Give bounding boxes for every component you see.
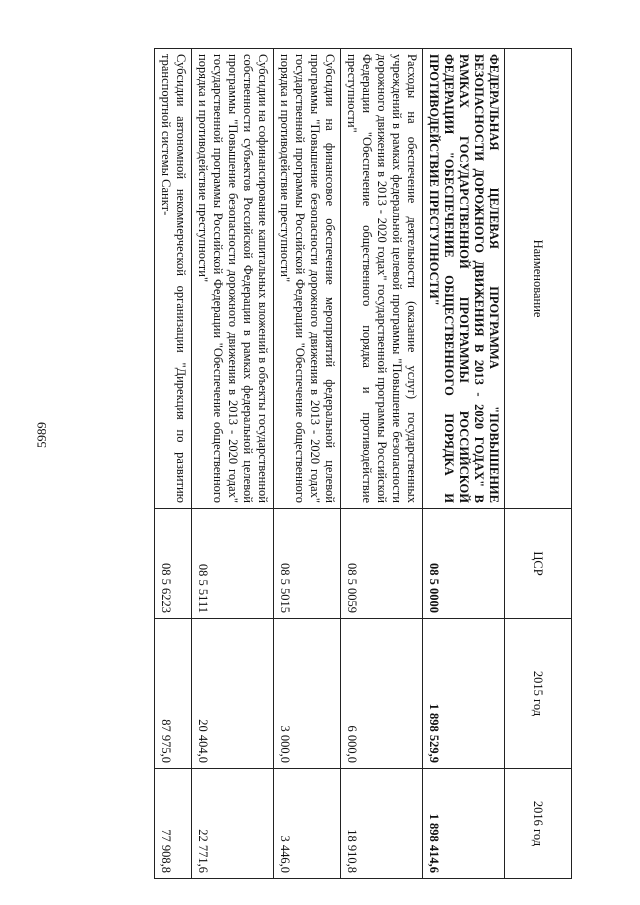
row-code: 08 5 0000 — [423, 509, 505, 619]
row-name: Субсидии на софинансирование капитальных вложений в объекты государственной собственности субъектов Российской Федерации в рамках федеральной целевой программы "Повышение безопасности дорожного движения в 2013 - 2020 годах" государственной программы Российской Федерации "Обеспечение общественного порядка и противодействие преступности" — [192, 49, 274, 509]
table-row — [423, 49, 505, 879]
table-header-row — [505, 49, 572, 879]
header-name: Наименование — [505, 49, 572, 509]
row-value-2016: 3 446,0 — [274, 769, 341, 879]
row-name: Расходы на обеспечение деятельности (оказание услуг) государственных учреждений в рамках федеральной целевой программы "Повышение безопасности дорожного движения в 2013 - 2020 годах" государственной программы Российской Федерации "Обеспечение общественного порядка и противодействие преступности" — [341, 49, 423, 509]
table-row — [155, 49, 192, 879]
row-code: 08 5 6223 — [155, 509, 192, 619]
row-code: 08 5 5015 — [274, 509, 341, 619]
row-code: 08 5 0059 — [341, 509, 423, 619]
row-name: ФЕДЕРАЛЬНАЯ ЦЕЛЕВАЯ ПРОГРАММА "ПОВЫШЕНИЕ БЕЗОПАСНОСТИ ДОРОЖНОГО ДВИЖЕНИЯ В 2013 - 2020 ГОДАХ" В РАМКАХ ГОСУДАРСТВЕННОЙ ПРОГРАММЫ РОССИЙСКОЙ ФЕДЕРАЦИИ "ОБЕСПЕЧЕНИЕ ОБЩЕСТВЕННОГО ПОРЯДКА И ПРОТИВОДЕЙСТВИЕ ПРЕСТУПНОСТИ" — [423, 49, 505, 509]
table-row — [192, 49, 274, 879]
row-value-2015: 3 000,0 — [274, 619, 341, 769]
page-number: 5989 — [34, 422, 49, 448]
row-value-2015: 1 898 529,9 — [423, 619, 505, 769]
budget-table — [154, 48, 572, 879]
row-value-2016: 22 771,6 — [192, 769, 274, 879]
row-code: 08 5 5111 — [192, 509, 274, 619]
row-value-2016: 77 908,8 — [155, 769, 192, 879]
row-name: Субсидии автономной некоммерческой организации "Дирекция по развитию транспортной системы Санкт- — [155, 49, 192, 509]
row-value-2016: 1 898 414,6 — [423, 769, 505, 879]
table-row — [274, 49, 341, 879]
row-value-2016: 18 910,8 — [341, 769, 423, 879]
row-name: Субсидии на финансовое обеспечение мероприятий федеральной целевой программы "Повышение безопасности дорожного движения в 2013 - 2020 годах" государственной программы Российской Федерации "Обеспечение общественного порядка и противодействие преступности" — [274, 49, 341, 509]
header-year-2015: 2015 год — [505, 619, 572, 769]
row-value-2015: 87 975,0 — [155, 619, 192, 769]
header-year-2016: 2016 год — [505, 769, 572, 879]
table-row — [341, 49, 423, 879]
header-code: ЦСР — [505, 509, 572, 619]
row-value-2015: 20 404,0 — [192, 619, 274, 769]
row-value-2015: 6 000,0 — [341, 619, 423, 769]
